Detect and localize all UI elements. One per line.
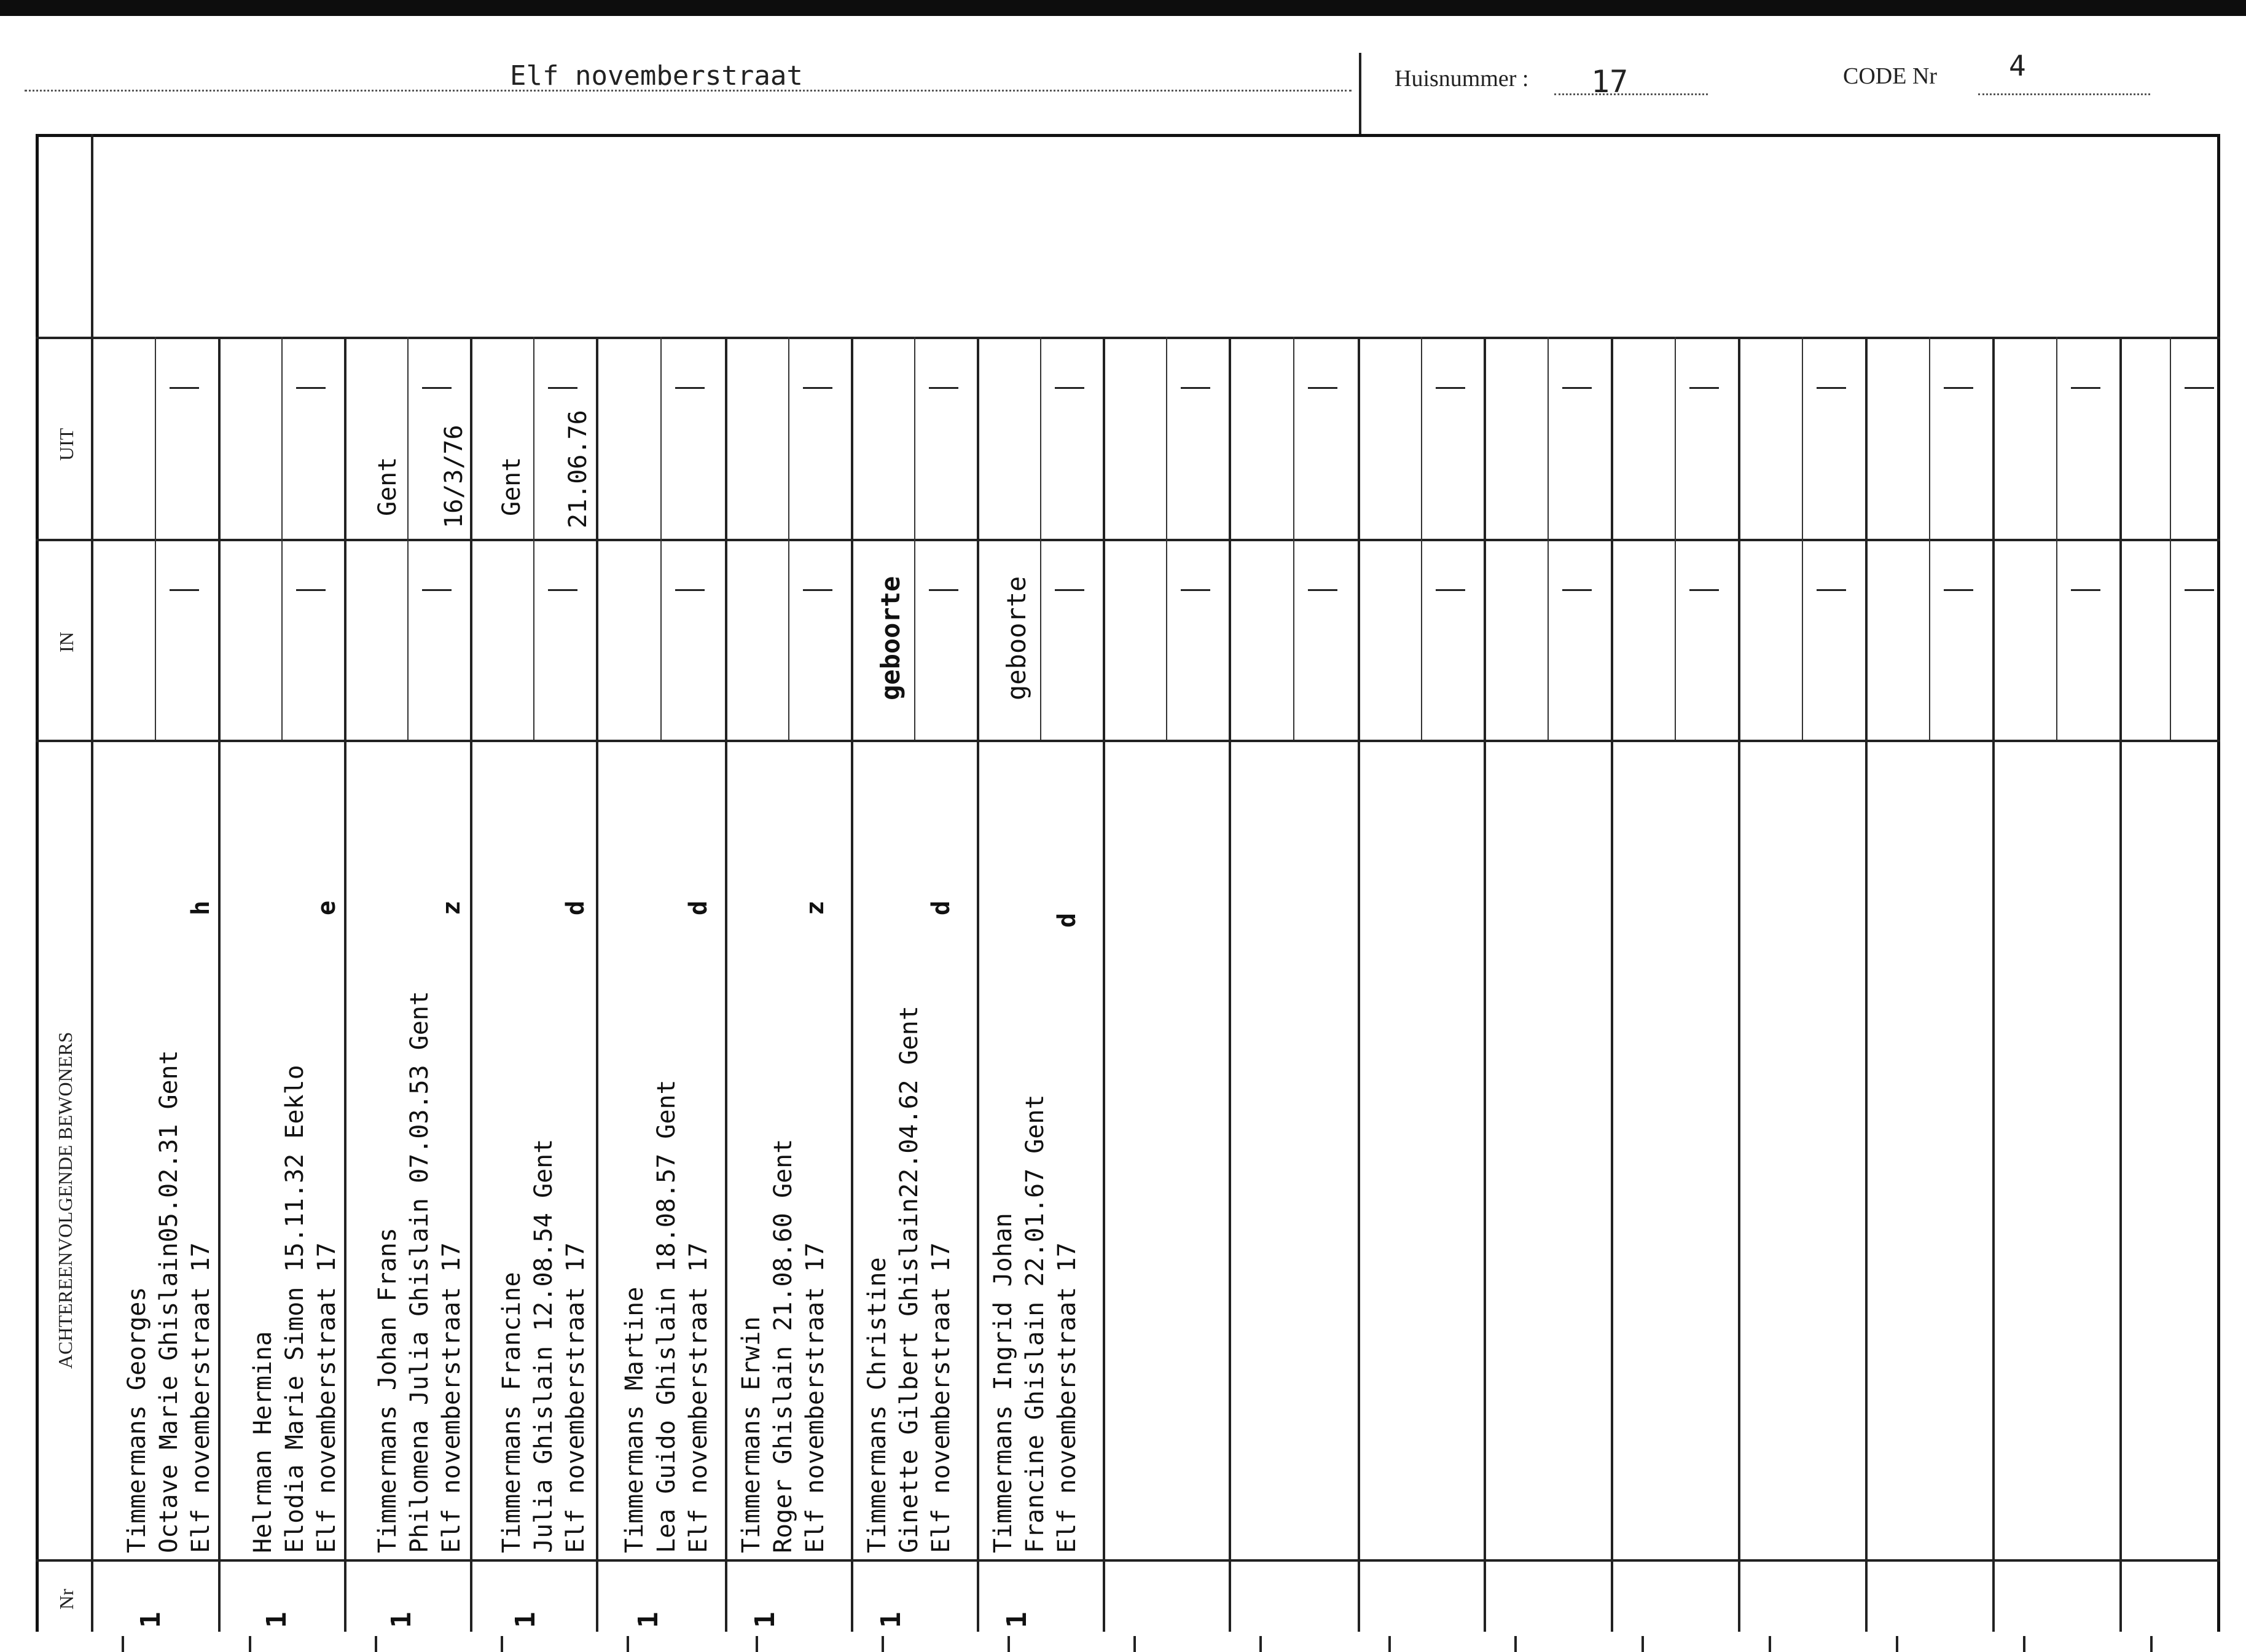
empty-dash (929, 589, 958, 591)
residents-nr-divider (36, 1559, 2220, 1562)
uit-top-line (36, 337, 2220, 339)
resident-line: Elf novemberstraat 17 (562, 1242, 590, 1553)
resident-number: 1 (510, 1611, 541, 1628)
subcolumn-divider (1293, 539, 1294, 740)
house-number-value: 17 (1591, 64, 1629, 100)
resident-number: 1 (749, 1611, 781, 1628)
bottom-tick (1259, 1636, 1262, 1652)
subcolumn-divider (407, 337, 409, 539)
subcolumn-divider (1548, 337, 1549, 539)
subcolumn-divider (533, 539, 534, 740)
resident-line: Helrman Hermina (249, 1331, 277, 1553)
resident-line: Elf novemberstraat 17 (927, 1242, 955, 1553)
empty-dash (803, 589, 832, 591)
resident-number: 1 (1001, 1611, 1033, 1628)
subcolumn-divider (1675, 337, 1676, 539)
empty-dash (1689, 589, 1719, 591)
house-number-label: Huisnummer : (1395, 66, 1529, 92)
empty-dash (548, 589, 577, 591)
empty-dash (1562, 589, 1592, 591)
resident-line: Elf novemberstraat 17 (187, 1242, 215, 1553)
empty-dash (1562, 387, 1592, 389)
bottom-tick (1896, 1636, 1898, 1652)
resident-line: Timmermans Christine (863, 1257, 891, 1553)
resident-code: d (927, 900, 955, 915)
column-divider (1229, 337, 1231, 1632)
empty-dash (548, 387, 577, 389)
subcolumn-divider (788, 337, 789, 539)
subcolumn-divider (660, 539, 662, 740)
subcolumn-divider (155, 539, 156, 740)
bottom-tick (882, 1636, 884, 1652)
subcolumn-divider (660, 337, 662, 539)
bottom-tick (1769, 1636, 1771, 1652)
resident-line: Elf novemberstraat 17 (801, 1242, 829, 1553)
resident-line: Elodia Marie Simon 15.11.32 Eeklo (281, 1065, 309, 1553)
column-divider (725, 337, 727, 1632)
nr-label: Nr (55, 1589, 77, 1610)
code-value: 4 (2009, 49, 2026, 82)
out-date: 21.06.76 (564, 410, 592, 528)
subcolumn-divider (788, 539, 789, 740)
column-divider (470, 337, 472, 1632)
bottom-tick (375, 1636, 377, 1652)
resident-line: Elf novemberstraat 17 (313, 1242, 341, 1553)
out-place: Gent (374, 456, 402, 516)
resident-code: e (313, 900, 341, 915)
subcolumn-divider (1548, 539, 1549, 740)
resident-line: Timmermans Ingrid Johan (989, 1213, 1017, 1553)
in-residents-divider (36, 740, 2220, 742)
in-label: IN (55, 632, 77, 652)
subcolumn-divider (1166, 539, 1167, 740)
column-divider (1865, 337, 1868, 1632)
subcolumn-divider (1929, 539, 1930, 740)
header-separator (1359, 53, 1361, 134)
residents-label: ACHTEREENVOLGENDE BEWONERS (54, 1032, 76, 1369)
resident-line: Timmermans Georges (123, 1286, 151, 1553)
bottom-tick (1641, 1636, 1644, 1652)
subcolumn-divider (1166, 337, 1167, 539)
subcolumn-divider (533, 337, 534, 539)
empty-dash (1689, 387, 1719, 389)
resident-line: Timmermans Erwin (737, 1316, 765, 1553)
subcolumn-divider (2056, 337, 2057, 539)
empty-dash (1944, 387, 1973, 389)
resident-line: Lea Guido Ghislain 18.08.57 Gent (652, 1079, 681, 1553)
subcolumn-divider (2170, 337, 2171, 539)
bottom-tick (2150, 1636, 2153, 1652)
in-place: geboorte (875, 576, 906, 700)
resident-code: h (187, 900, 215, 915)
empty-dash (1181, 589, 1210, 591)
empty-dash (803, 387, 832, 389)
resident-line: Elf novemberstraat 17 (1053, 1242, 1081, 1553)
bottom-tick (2023, 1636, 2025, 1652)
column-divider (344, 337, 346, 1632)
empty-dash (296, 589, 326, 591)
uit-in-divider (36, 539, 2220, 541)
subcolumn-divider (914, 539, 915, 740)
subcolumn-divider (281, 539, 283, 740)
empty-dash (929, 387, 958, 389)
resident-number: 1 (135, 1611, 166, 1628)
column-divider (1484, 337, 1486, 1632)
column-divider (1103, 337, 1105, 1632)
column-divider (218, 337, 221, 1632)
subcolumn-divider (2056, 539, 2057, 740)
resident-code: d (1053, 912, 1081, 928)
empty-dash (675, 589, 705, 591)
uit-label: UIT (55, 428, 77, 461)
empty-dash (1944, 589, 1973, 591)
resident-number: 1 (261, 1611, 292, 1628)
resident-line: Philomena Julia Ghislain 07.03.53 Gent (405, 990, 434, 1553)
column-divider (1358, 337, 1360, 1632)
house-number-dotted-line (1554, 93, 1708, 95)
street-name: Elf novemberstraat (510, 60, 803, 92)
bottom-tick (756, 1636, 758, 1652)
subcolumn-divider (1675, 539, 1676, 740)
bottom-tick (1133, 1636, 1136, 1652)
subcolumn-divider (914, 337, 915, 539)
empty-dash (170, 387, 199, 389)
bottom-tick (1514, 1636, 1517, 1652)
resident-line: Julia Ghislain 12.08.54 Gent (530, 1138, 558, 1553)
resident-line: Elf novemberstraat 17 (437, 1242, 466, 1553)
resident-code: z (801, 900, 829, 915)
subcolumn-divider (1421, 539, 1422, 740)
subcolumn-divider (1040, 539, 1041, 740)
empty-dash (1308, 387, 1337, 389)
register-frame (36, 134, 2220, 1632)
empty-dash (1055, 387, 1084, 389)
column-divider (1992, 337, 1995, 1632)
subcolumn-divider (1293, 337, 1294, 539)
empty-dash (1181, 387, 1210, 389)
empty-dash (1817, 387, 1846, 389)
out-place: Gent (498, 456, 526, 516)
resident-line: Francine Ghislain 22.01.67 Gent (1021, 1094, 1049, 1553)
code-label: CODE Nr (1843, 63, 1938, 89)
resident-number: 1 (875, 1611, 907, 1628)
bottom-tick (249, 1636, 251, 1652)
bottom-tick (122, 1636, 124, 1652)
empty-dash (1055, 589, 1084, 591)
code-dotted-line (1978, 93, 2150, 95)
resident-number: 1 (386, 1611, 417, 1628)
empty-dash (296, 387, 326, 389)
empty-dash (170, 589, 199, 591)
resident-code: z (437, 900, 466, 915)
empty-dash (675, 387, 705, 389)
empty-dash (422, 387, 452, 389)
subcolumn-divider (155, 337, 156, 539)
resident-line: Octave Marie Ghislain05.02.31 Gent (155, 1050, 183, 1553)
label-column-divider (91, 134, 93, 1632)
subcolumn-divider (1929, 337, 1930, 539)
subcolumn-divider (1040, 337, 1041, 539)
subcolumn-divider (1802, 337, 1803, 539)
bottom-tick (501, 1636, 503, 1652)
resident-line: Timmermans Martine (620, 1286, 649, 1553)
column-divider (1738, 337, 1740, 1632)
empty-dash (1436, 589, 1465, 591)
resident-line: Elf novemberstraat 17 (684, 1242, 713, 1553)
empty-dash (1308, 589, 1337, 591)
column-divider (2119, 337, 2122, 1632)
empty-dash (422, 589, 452, 591)
subcolumn-divider (1421, 337, 1422, 539)
resident-code: d (684, 900, 713, 915)
street-dotted-line (25, 90, 1352, 92)
column-divider (596, 337, 598, 1632)
subcolumn-divider (407, 539, 409, 740)
empty-dash (1817, 589, 1846, 591)
column-divider (977, 337, 979, 1632)
resident-line: Roger Ghislain 21.08.60 Gent (769, 1138, 797, 1553)
subcolumn-divider (2170, 539, 2171, 740)
column-divider (851, 337, 853, 1632)
subcolumn-divider (281, 337, 283, 539)
empty-dash (2185, 589, 2214, 591)
resident-number: 1 (633, 1611, 664, 1628)
empty-dash (2185, 387, 2214, 389)
empty-dash (2071, 589, 2100, 591)
bottom-tick (627, 1636, 629, 1652)
empty-dash (2071, 387, 2100, 389)
column-divider (1611, 337, 1613, 1632)
resident-code: d (562, 900, 590, 915)
empty-dash (1436, 387, 1465, 389)
in-place: geboorte (1001, 576, 1031, 700)
resident-line: Timmermans Johan Frans (374, 1227, 402, 1553)
subcolumn-divider (1802, 539, 1803, 740)
top-border (0, 0, 2246, 16)
resident-line: Timmermans Francine (498, 1272, 526, 1553)
bottom-tick (1008, 1636, 1010, 1652)
out-date: 16/3/76 (440, 425, 468, 528)
resident-line: Ginette Gilbert Ghislain22.04.62 Gent (895, 1005, 923, 1553)
bottom-tick (1388, 1636, 1391, 1652)
